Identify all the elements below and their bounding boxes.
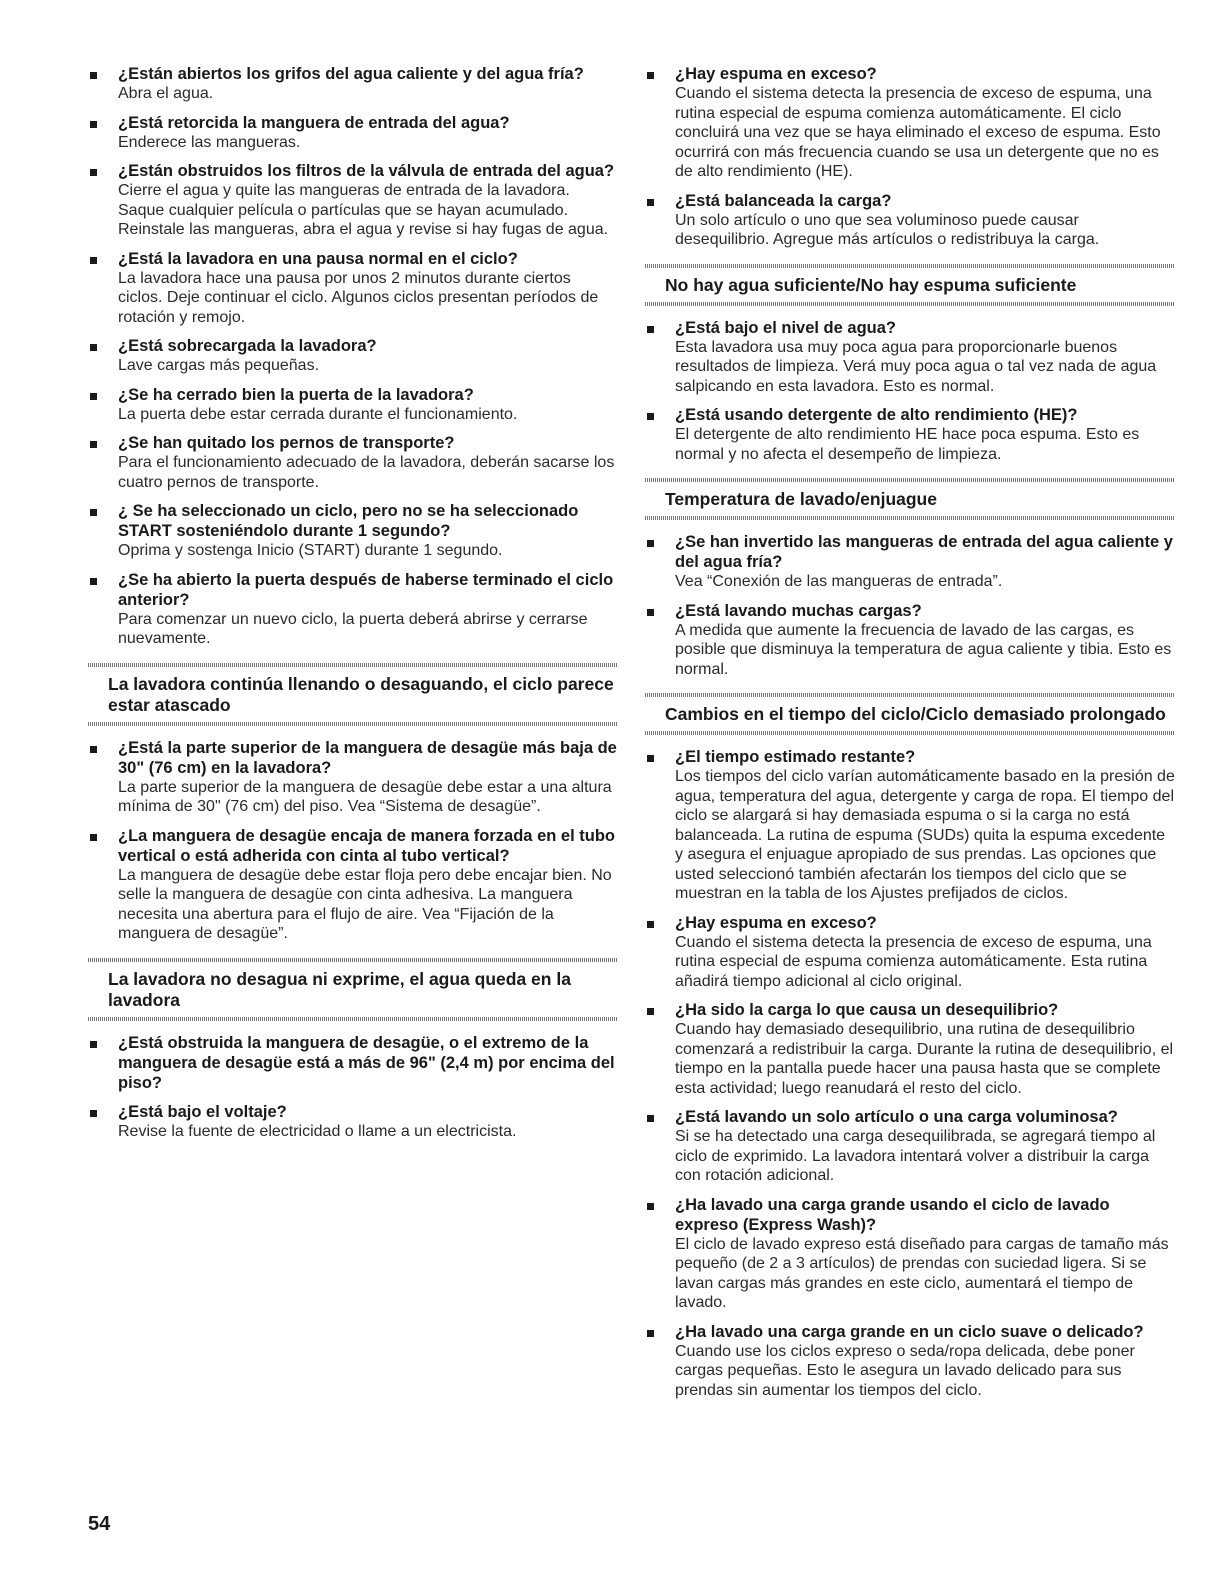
faq-answer: Cuando hay demasiado desequilibrio, una rutina de desequilibrio comenzará a redistribuir la carga. Durante la rutina de desequilibrio, el tiempo en la pantalla puede hacer una pausa hasta que se complete esta actividad; luego reanudará el resto del ciclo. (675, 1021, 1174, 1097)
square-bullet-icon (647, 1330, 654, 1337)
faq-question: ¿Hay espuma en exceso? (675, 913, 877, 932)
section-rule (645, 516, 1175, 520)
faq-question: ¿Está balanceada la carga? (675, 191, 892, 210)
square-bullet-icon (647, 609, 654, 616)
faq-item (88, 336, 618, 376)
faq-question: ¿Está lavando un solo artículo o una carga voluminosa? (675, 1108, 1118, 1126)
faq-answer: La parte superior de la manguera de desagüe debe estar a una altura mínima de 30" (76 cm) del piso. Vea “Sistema de desagüe”. (118, 778, 612, 815)
section-title: La lavadora no desagua ni exprime, el agua queda en la lavadora (108, 968, 571, 1010)
faq-answer: Si se ha detectado una carga desequilibrada, se agregará tiempo al ciclo de exprimido. La lavadora intentará volver a distribuir la carga con rotación adicional. (675, 1128, 1156, 1184)
faq-answer: Cuando use los ciclos expreso o seda/ropa delicada, debe poner cargas pequeñas. Esto le asegura un lavado delicado para sus prendas sin aumentar los tiempos del ciclo. (675, 1342, 1135, 1399)
faq-question: ¿Está la parte superior de la manguera de desagüe más baja de 30" (76 cm) en la lavadora? (118, 738, 617, 777)
faq-question: ¿Está lavando muchas cargas? (675, 601, 922, 620)
square-bullet-icon (647, 199, 654, 206)
square-bullet-icon (647, 1115, 654, 1122)
faq-answer: Para comenzar un nuevo ciclo, la puerta deberá abrirse y cerrarse nuevamente. (118, 610, 588, 647)
faq-answer: El ciclo de lavado expreso está diseñado para cargas de tamaño más pequeño (de 2 a 3 artículos) de prendas con suciedad ligera. Si se lavan cargas más grandes en este ciclo, aumentará el tiempo de lavado. (675, 1235, 1169, 1311)
square-bullet-icon (90, 509, 97, 516)
faq-question: ¿Está usando detergente de alto rendimiento (HE)? (675, 406, 1078, 424)
faq-question: ¿Están obstruidos los filtros de la válvula de entrada del agua? (118, 162, 615, 180)
faq-answer: Revise la fuente de electricidad o llame a un electricista. (118, 1122, 517, 1140)
faq-item (645, 405, 1175, 464)
faq-question: ¿Hay espuma en exceso? (675, 65, 877, 83)
section-rule (645, 302, 1175, 306)
faq-answer: La manguera de desagüe debe estar floja pero debe encajar bien. No selle la manguera de desagüe con cinta adhesiva. La manguera necesita una abertura para el flujo de aire. Vea “Fijación de la manguera de desagüe”. (118, 866, 612, 942)
faq-question: ¿Se ha cerrado bien la puerta de la lavadora? (118, 385, 474, 404)
faq-answer: A medida que aumente la frecuencia de lavado de las cargas, es posible que disminuya la temperatura de agua caliente y tibia. Esto es normal. (675, 621, 1172, 678)
faq-question: ¿Está obstruida la manguera de desagüe, o el extremo de la manguera de desagüe está a más de 96" (2,4 m) por encima del piso? (118, 1033, 615, 1092)
faq-item (645, 318, 1175, 397)
faq-question: ¿Está sobrecargada la lavadora? (118, 337, 377, 355)
faq-question: ¿Se ha abierto la puerta después de haberse terminado el ciclo anterior? (118, 570, 614, 609)
page-number: 54 (88, 1513, 111, 1535)
faq-item (645, 64, 1175, 182)
faq-answer: La lavadora hace una pausa por unos 2 minutos durante ciertos ciclos. Deje continuar el ciclo. Algunos ciclos presentan períodos de rotación y remojo. (118, 269, 599, 326)
faq-item (88, 826, 618, 944)
square-bullet-icon (90, 1041, 97, 1048)
faq-answer: Los tiempos del ciclo varían automáticamente basado en la presión de agua, temperatura del agua, detergente y carga de ropa. El tiempo del ciclo se alargará si hay demasiada espuma o si la carga no está balanceada. La rutina de espuma (SUDs) quita la espuma excedente y asegura el enjuague apropiado de sus prendas. Las opciones que usted seleccionó también afectarán los tiempos del ciclo que se muestran en la tabla de los Ajustes prefijados de ciclos. (675, 768, 1175, 902)
faq-item (645, 913, 1175, 992)
faq-answer: Para el funcionamiento adecuado de la lavadora, deberán sacarse los cuatro pernos de transporte. (118, 454, 615, 491)
square-bullet-icon (647, 921, 654, 928)
section-header (645, 693, 1175, 735)
square-bullet-icon (647, 413, 654, 420)
square-bullet-icon (647, 1008, 654, 1015)
faq-answer: Lave cargas más pequeñas. (118, 357, 320, 374)
section-title: No hay agua suficiente/No hay espuma suficiente (665, 274, 1077, 295)
section-header (88, 663, 618, 726)
square-bullet-icon (90, 834, 97, 841)
faq-item (88, 1102, 618, 1142)
faq-answer: Esta lavadora usa muy poca agua para proporcionarle buenos resultados de limpieza. Verá muy poca agua o tal vez nada de agua salpicando en esta lavadora. Esto es normal. (675, 338, 1157, 395)
section-rule (645, 731, 1175, 735)
faq-answer: Oprima y sostenga Inicio (START) durante 1 segundo. (118, 542, 503, 559)
faq-question: ¿Ha sido la carga lo que causa un desequilibrio? (675, 1001, 1059, 1019)
section-rule (88, 722, 618, 726)
faq-question: ¿Está bajo el nivel de agua? (675, 318, 896, 337)
faq-item (645, 1322, 1175, 1401)
faq-item (88, 433, 618, 492)
faq-item (88, 1033, 618, 1093)
faq-item (645, 1107, 1175, 1186)
square-bullet-icon (90, 746, 97, 753)
faq-answer: Cierre el agua y quite las mangueras de entrada de la lavadora. Saque cualquier película o partículas que se hayan acumulado. Reinstale las mangueras, abra el agua y revise si hay fugas de agua. (118, 182, 609, 238)
faq-question: ¿Ha lavado una carga grande en un ciclo suave o delicado? (675, 1322, 1144, 1341)
square-bullet-icon (90, 578, 97, 585)
square-bullet-icon (90, 121, 97, 128)
faq-item (645, 747, 1175, 904)
faq-answer: Cuando el sistema detecta la presencia de exceso de espuma, una rutina especial de espuma comienza automáticamente. El ciclo concluirá una vez que se haya eliminado el exceso de espuma. Esto ocurrirá con más frecuencia cuando se usa un detergente que no es de alto rendimiento (HE). (675, 85, 1161, 180)
faq-question: ¿Se han quitado los pernos de transporte? (118, 434, 455, 452)
section-title: Cambios en el tiempo del ciclo/Ciclo demasiado prolongado (665, 704, 1166, 724)
square-bullet-icon (647, 755, 654, 762)
square-bullet-icon (90, 393, 97, 400)
faq-item (88, 385, 618, 425)
faq-answer: Abra el agua. (118, 85, 214, 102)
faq-question: ¿Está retorcida la manguera de entrada del agua? (118, 113, 510, 132)
faq-answer: Enderece las mangueras. (118, 133, 301, 151)
faq-question: ¿ Se ha seleccionado un ciclo, pero no se ha seleccionado START sosteniéndolo durante 1 segundo? (118, 502, 579, 540)
left-column (88, 64, 618, 1150)
faq-item (645, 1195, 1175, 1313)
faq-item (88, 249, 618, 328)
faq-item (88, 501, 618, 561)
square-bullet-icon (647, 326, 654, 333)
square-bullet-icon (647, 72, 654, 79)
square-bullet-icon (647, 540, 654, 547)
faq-item (88, 738, 618, 817)
faq-answer: El detergente de alto rendimiento HE hace poca espuma. Esto es normal y no afecta el desempeño de limpieza. (675, 426, 1140, 463)
section-title: La lavadora continúa llenando o desaguando, el ciclo parece estar atascado (108, 673, 614, 715)
faq-answer: Vea “Conexión de las mangueras de entrada”. (675, 573, 1003, 590)
faq-question: ¿Está la lavadora en una pausa normal en el ciclo? (118, 249, 518, 268)
square-bullet-icon (90, 1110, 97, 1117)
faq-question: ¿Ha lavado una carga grande usando el ciclo de lavado expreso (Express Wash)? (675, 1195, 1110, 1234)
faq-item (645, 1000, 1175, 1098)
faq-answer: Un solo artículo o uno que sea voluminoso puede causar desequilibrio. Agregue más artículos o redistribuya la carga. (675, 211, 1100, 248)
square-bullet-icon (647, 1203, 654, 1210)
faq-item (88, 161, 618, 240)
faq-question: ¿La manguera de desagüe encaja de manera forzada en el tubo vertical o está adherida con cinta al tubo vertical? (118, 826, 615, 865)
section-header (645, 478, 1175, 520)
faq-item (645, 601, 1175, 680)
faq-question: ¿El tiempo estimado restante? (675, 748, 916, 766)
right-column (645, 64, 1175, 1409)
square-bullet-icon (90, 257, 97, 264)
section-title: Temperatura de lavado/enjuague (665, 489, 937, 509)
faq-item (645, 191, 1175, 250)
faq-question: ¿Está bajo el voltaje? (118, 1102, 287, 1121)
section-header (88, 958, 618, 1021)
square-bullet-icon (90, 441, 97, 448)
square-bullet-icon (90, 169, 97, 176)
faq-question: ¿Están abiertos los grifos del agua caliente y del agua fría? (118, 65, 584, 83)
square-bullet-icon (90, 72, 97, 79)
faq-question: ¿Se han invertido las mangueras de entrada del agua caliente y del agua fría? (675, 533, 1173, 571)
section-rule (88, 1017, 618, 1021)
faq-item (645, 532, 1175, 592)
faq-answer: La puerta debe estar cerrada durante el funcionamiento. (118, 405, 518, 423)
faq-item (88, 113, 618, 153)
faq-answer: Cuando el sistema detecta la presencia de exceso de espuma, una rutina especial de espuma comienza automáticamente. Esta rutina añadirá tiempo adicional al ciclo original. (675, 933, 1152, 990)
faq-item (88, 570, 618, 649)
section-header (645, 264, 1175, 306)
square-bullet-icon (90, 344, 97, 351)
faq-item (88, 64, 618, 104)
